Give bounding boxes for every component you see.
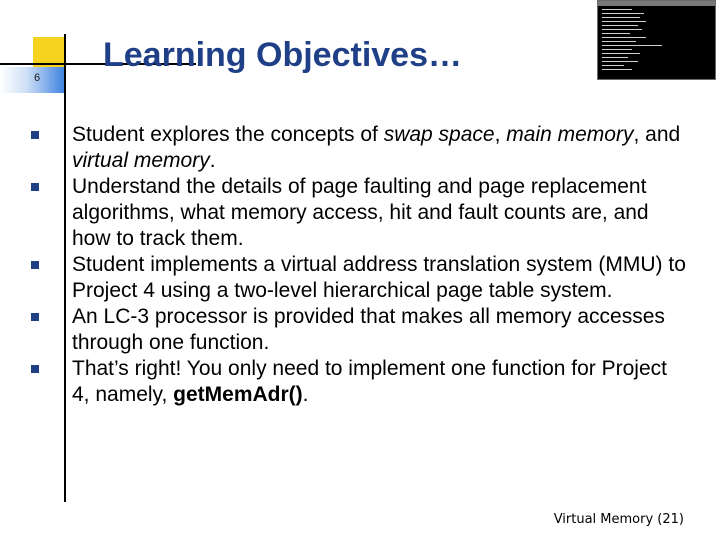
bullet-segment-bold: getMemAdr() [173, 383, 303, 406]
bullet-segment: , and [633, 123, 681, 146]
list-item [30, 304, 690, 356]
bullet-segment: , [494, 123, 507, 146]
bullet-segment-italic: virtual memory [72, 149, 210, 172]
thumbnail-text-line [602, 33, 630, 34]
bullet-text [72, 123, 680, 172]
list-item [30, 356, 690, 408]
thumbnail-text-line [602, 61, 638, 62]
bullet-segment: Student explores the concepts of [72, 123, 384, 146]
slide-number: 6 [34, 72, 41, 84]
thumbnail-text-line [602, 21, 646, 22]
square-bullet-icon [31, 183, 39, 191]
thumbnail-text-line [602, 13, 644, 14]
bullet-text: Understand the details of page faulting and page replacement algorithms, what memory access, hit and fault counts are, and how to track them. [72, 175, 649, 250]
thumbnail-text-line [602, 49, 632, 50]
list-item [30, 122, 690, 174]
bullet-segment-italic: main memory [506, 123, 634, 146]
thumbnail-text-line [602, 65, 624, 66]
bullet-text [72, 357, 667, 406]
thumbnail-text-line [602, 25, 638, 26]
thumbnail-text-line [602, 29, 642, 30]
list-item [30, 174, 690, 252]
bullet-segment: That’s right! You only need to implement one function for Project 4, namely, [72, 357, 667, 406]
thumbnail-titlebar [598, 1, 715, 6]
bullet-segment-italic: swap space [383, 123, 495, 146]
list-item [30, 252, 690, 304]
thumbnail-text-line [602, 41, 636, 42]
decorative-blue-gradient-bar [0, 67, 66, 93]
bullet-segment: . [209, 149, 216, 172]
thumbnail-text-line [602, 45, 662, 46]
square-bullet-icon [31, 131, 39, 139]
terminal-screenshot-thumbnail [597, 0, 716, 80]
thumbnail-text-line [602, 53, 640, 54]
slide-footer: Virtual Memory (21) [553, 512, 684, 527]
thumbnail-text-line [602, 57, 628, 58]
thumbnail-text-line [602, 37, 646, 38]
bullet-segment: . [302, 383, 309, 406]
thumbnail-text-line [602, 17, 640, 18]
square-bullet-icon [31, 313, 39, 321]
square-bullet-icon [31, 365, 39, 373]
thumbnail-text-line [602, 69, 632, 70]
bullet-text: An LC-3 processor is provided that makes all memory accesses through one function. [72, 305, 665, 354]
bullet-text: Student implements a virtual address translation system (MMU) to Project 4 using a two-level hierarchical page table system. [72, 253, 686, 302]
thumbnail-text-line [602, 9, 632, 10]
page-title: Learning Objectives… [103, 36, 462, 74]
square-bullet-icon [31, 261, 39, 269]
objectives-list [30, 122, 690, 408]
